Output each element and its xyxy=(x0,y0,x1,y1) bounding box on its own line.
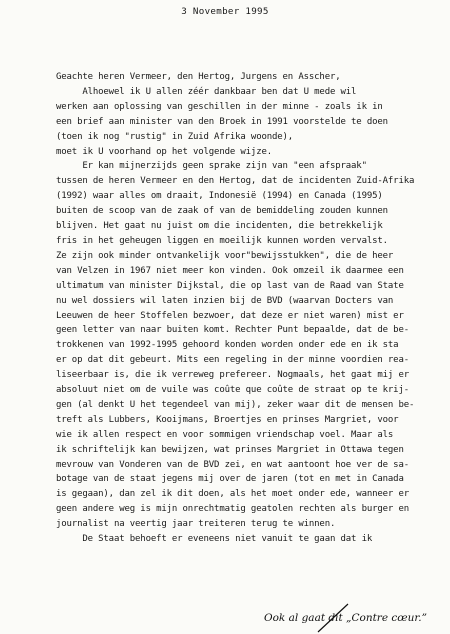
body-line: Leeuwen de heer Stoffelen bezwoer, dat deze er niet waren) mist er xyxy=(56,310,404,321)
letter-body xyxy=(56,70,448,547)
body-line: wie ik allen respect en voor sommigen vriendschap voel. Maar als xyxy=(56,429,394,440)
body-line: gen (al denkt U het tegendeel van mij), zeker waar dit de mensen be- xyxy=(56,399,415,410)
body-line: nu wel dossiers wil laten inzien bij de BVD (waarvan Docters van xyxy=(56,295,394,306)
body-line: Ze zijn ook minder ontvankelijk voor"bewijsstukken", die de heer xyxy=(56,250,394,261)
body-line: Alhoewel ik U allen zéér dankbaar ben dat U mede wil xyxy=(56,86,357,97)
body-line: mevrouw van Vonderen van de BVD zei, en wat aantoont hoe ver de sa- xyxy=(56,459,409,470)
salutation: Geachte heren Vermeer, den Hertog, Jurgens en Asscher, xyxy=(56,72,341,82)
body-line: (toen ik nog "rustig" in Zuid Afrika woonde), xyxy=(56,131,294,142)
body-line: ultimatum van minister Dijkstal, die op last van de Raad van State xyxy=(56,280,404,291)
body-line: blijven. Het gaat nu juist om die incidenten, die betrekkelijk xyxy=(56,221,383,232)
body-line: geen andere weg is mijn onrechtmatig geatolen rechten als burger en xyxy=(56,504,409,515)
body-line: buiten de scoop van de zaak of van de bemiddeling zouden kunnen xyxy=(56,206,388,217)
body-line: ik schriftelijk kan bewijzen, wat prinses Margriet in Ottawa tegen xyxy=(56,444,404,455)
body-line: (1992) waar alles om draait, Indonesië (1994) en Canada (1995) xyxy=(56,191,383,202)
body-line: van Velzen in 1967 niet meer kon vinden. Ook omzeil ik daarmee een xyxy=(56,265,404,276)
body-line: tussen de heren Vermeer en den Hertog, dat de incidenten Zuid-Afrika xyxy=(56,176,415,187)
body-line: geen letter van naar buiten komt. Rechter Punt bepaalde, dat de be- xyxy=(56,325,409,336)
body-line: werken aan oplossing van geschillen in der minne - zoals ik in xyxy=(56,101,383,112)
body-line: moet ik U voorhand op het volgende wijze. xyxy=(56,146,273,157)
letter-date: 3 November 1995 xyxy=(181,6,269,17)
body-line: is gegaan), dan zel ik dit doen, als het moet onder ede, wanneer er xyxy=(56,489,409,500)
body-line: De Staat behoeft er eveneens niet vanuit te gaan dat ik xyxy=(56,534,373,545)
body-line: treft als Lubbers, Kooijmans, Broertjes en prinses Margriet, voor xyxy=(56,414,399,425)
body-line: fris in het geheugen liggen en moeilijk kunnen worden vervalst. xyxy=(56,235,388,246)
body-line: een brief aan minister van den Broek in 1991 voorstelde te doen xyxy=(56,116,388,127)
body-line: journalist na veertig jaar treiteren terug te winnen. xyxy=(56,519,336,530)
body-line: Er kan mijnerzijds geen sprake zijn van "een afspraak" xyxy=(56,161,367,172)
body-line: trokkenen van 1992-1995 gehoord konden worden onder ede en ik sta xyxy=(56,340,399,351)
body-line: er op dat dit gebeurt. Mits een regeling in der minne voordien rea- xyxy=(56,355,409,366)
body-line: absoluut niet om de vuile was coûte que coûte de straat op te krij- xyxy=(56,385,409,396)
handwritten-note: Ook al gaat dit „Contre cœur.” xyxy=(264,612,427,624)
body-line: botage van de staat jegens mij over de jaren (tot en met in Canada xyxy=(56,474,404,485)
body-line: liseerbaar is, die ik verreweg prefereer. Nogmaals, het gaat mij er xyxy=(56,370,409,381)
